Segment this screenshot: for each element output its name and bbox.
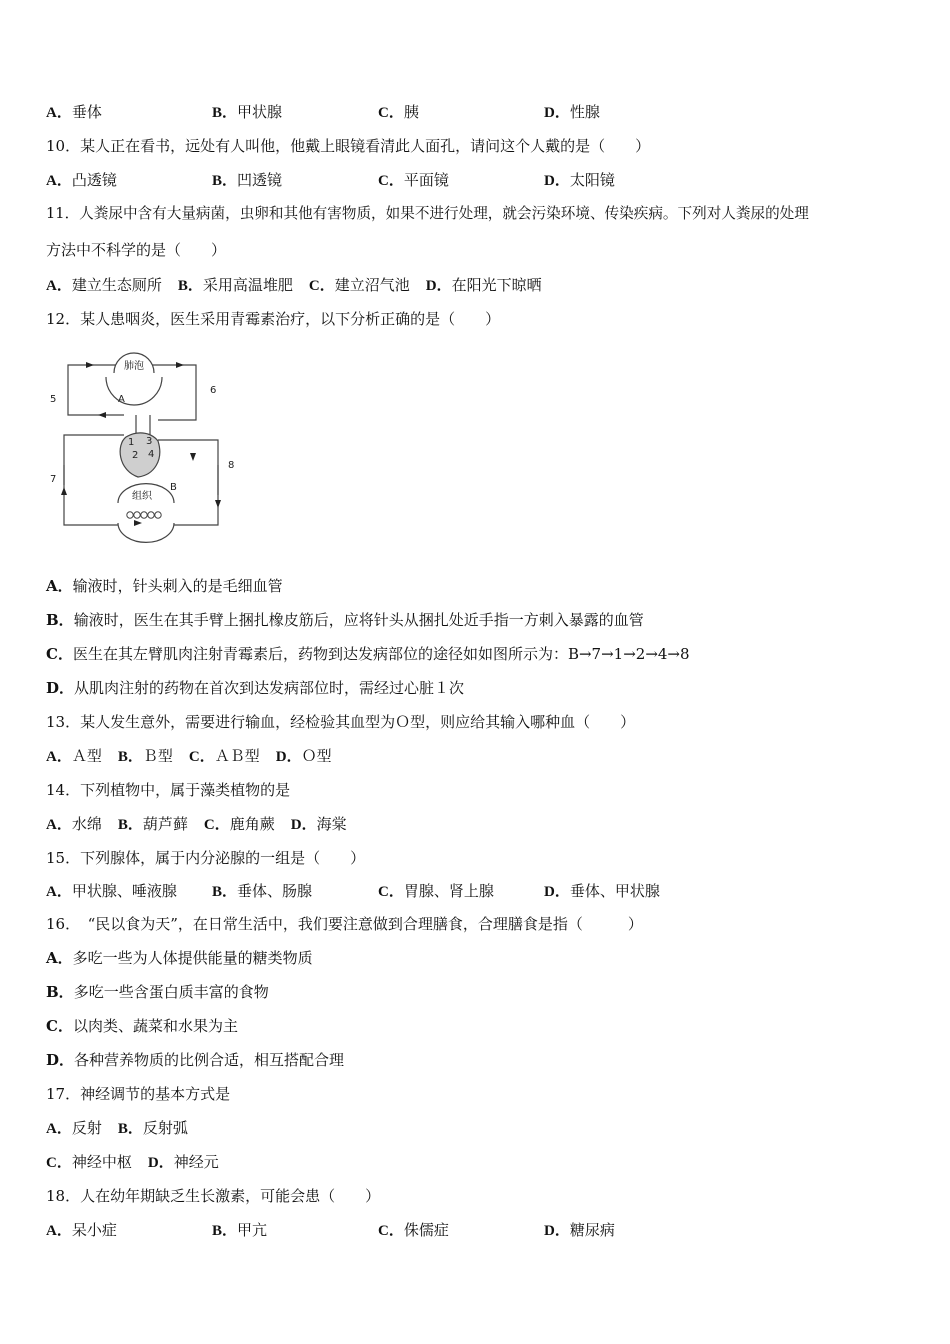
q15-option-c[interactable]: C．胃腺、肾上腺 bbox=[378, 882, 494, 900]
q16-option-c[interactable]: C．以肉类、蔬菜和水果为主 bbox=[46, 1017, 238, 1035]
q14-option-d[interactable]: D．海棠 bbox=[290, 815, 347, 833]
q10-option-a[interactable]: A．凸透镜 bbox=[46, 171, 117, 189]
q12-option-b[interactable]: B．输液时，医生在其手臂上捆扎橡皮筋后，应将针头从捆扎处近手指一方刺入暴露的血管 bbox=[46, 611, 644, 629]
q13-option-d[interactable]: D．Ｏ型 bbox=[275, 747, 332, 765]
q16-stem: 16． “民以食为天”，在日常生活中，我们要注意做到合理膳食，合理膳食是指（ ） bbox=[46, 915, 643, 933]
q13-option-a[interactable]: A．Ａ型 bbox=[46, 747, 102, 765]
q9-option-a[interactable]: A．垂体 bbox=[46, 103, 102, 121]
label-5: 5 bbox=[50, 394, 57, 405]
label-7: 7 bbox=[50, 474, 57, 485]
label-6: 6 bbox=[210, 385, 217, 396]
q16-option-a[interactable]: A．多吃一些为人体提供能量的糖类物质 bbox=[46, 949, 313, 967]
q17-option-b[interactable]: B．反射弧 bbox=[117, 1119, 188, 1137]
systemic-artery-path bbox=[158, 440, 218, 525]
q10-options bbox=[46, 170, 710, 191]
q15-option-a[interactable]: A．甲状腺、唾液腺 bbox=[46, 882, 177, 900]
label-3: 3 bbox=[146, 436, 153, 447]
pulmonary-vein-path bbox=[152, 365, 196, 420]
q9-option-d[interactable]: D．性腺 bbox=[544, 103, 600, 121]
q13-option-c[interactable]: C．ＡＢ型 bbox=[188, 747, 260, 765]
q17-stem: 17．神经调节的基本方式是 bbox=[46, 1085, 231, 1103]
q10-option-d[interactable]: D．太阳镜 bbox=[544, 171, 615, 189]
q11-stem-line2: 方法中不科学的是（ ） bbox=[46, 241, 227, 259]
circulation-diagram bbox=[46, 345, 246, 545]
q14-option-a[interactable]: A．水绵 bbox=[46, 815, 102, 833]
q10-stem: 10．某人正在看书，远处有人叫他，他戴上眼镜看清此人面孔，请问这个人戴的是（ ） bbox=[46, 137, 651, 155]
q11-option-d[interactable]: D．在阳光下晾晒 bbox=[425, 276, 542, 294]
q14-option-c[interactable]: C．鹿角蕨 bbox=[203, 815, 275, 833]
q11-option-b[interactable]: B．采用高温堆肥 bbox=[177, 276, 293, 294]
label-1: 1 bbox=[128, 437, 135, 448]
label-b: B bbox=[170, 482, 177, 493]
q18-option-b[interactable]: B．甲亢 bbox=[212, 1221, 268, 1239]
q11-stem-line1: 11．人粪尿中含有大量病菌，虫卵和其他有害物质，如果不进行处理，就会污染环境、传染疾病。下列对人粪尿的处理 bbox=[46, 205, 809, 222]
q16-option-d[interactable]: D．各种营养物质的比例合适，相互搭配合理 bbox=[46, 1051, 345, 1069]
q16-option-b[interactable]: B．多吃一些含蛋白质丰富的食物 bbox=[46, 983, 269, 1001]
q9-options bbox=[46, 102, 710, 123]
q12-stem: 12．某人患咽炎，医生采用青霉素治疗，以下分析正确的是（ ） bbox=[46, 310, 501, 328]
q9-option-b[interactable]: B．甲状腺 bbox=[212, 103, 283, 121]
systemic-vein-path bbox=[64, 435, 124, 525]
label-a: A bbox=[118, 394, 125, 405]
q18-option-a[interactable]: A．呆小症 bbox=[46, 1221, 117, 1239]
q15-options bbox=[46, 881, 660, 902]
q14-options bbox=[46, 814, 363, 835]
q18-stem: 18．人在幼年期缺乏生长激素，可能会患（ ） bbox=[46, 1187, 381, 1205]
q17-option-a[interactable]: A．反射 bbox=[46, 1119, 102, 1137]
q10-option-c[interactable]: C．平面镜 bbox=[378, 171, 449, 189]
q11-option-a[interactable]: A．建立生态厕所 bbox=[46, 276, 162, 294]
q12-option-a[interactable]: A．输液时，针头刺入的是毛细血管 bbox=[46, 577, 283, 595]
alveoli-label: 肺泡 bbox=[124, 361, 144, 372]
q15-stem: 15．下列腺体，属于内分泌腺的一组是（ ） bbox=[46, 849, 366, 867]
q18-options bbox=[46, 1220, 710, 1241]
q17-option-c[interactable]: C．神经中枢 bbox=[46, 1153, 132, 1171]
q17-options-row1 bbox=[46, 1118, 204, 1139]
q17-options-row2 bbox=[46, 1152, 235, 1173]
q14-option-b[interactable]: B．葫芦藓 bbox=[117, 815, 188, 833]
label-2: 2 bbox=[132, 450, 139, 461]
q13-options bbox=[46, 746, 348, 767]
label-4: 4 bbox=[148, 449, 155, 460]
q14-stem: 14．下列植物中，属于藻类植物的是 bbox=[46, 781, 291, 799]
q11-option-c[interactable]: C．建立沼气池 bbox=[308, 276, 410, 294]
q13-stem: 13．某人发生意外，需要进行输血，经检验其血型为Ｏ型，则应给其输入哪种血（ ） bbox=[46, 713, 636, 731]
pulmonary-artery-path bbox=[68, 365, 124, 415]
q10-option-b[interactable]: B．凹透镜 bbox=[212, 171, 283, 189]
q12-option-c[interactable]: C．医生在其左臂肌肉注射青霉素后，药物到达发病部位的途径如如图所示为：B→7→1→2→4→8 bbox=[46, 645, 690, 663]
q13-option-b[interactable]: B．Ｂ型 bbox=[117, 747, 173, 765]
q11-options bbox=[46, 275, 558, 296]
q9-option-c[interactable]: C．胰 bbox=[378, 103, 419, 121]
q15-option-d[interactable]: D．垂体、甲状腺 bbox=[544, 882, 660, 900]
q18-option-d[interactable]: D．糖尿病 bbox=[544, 1221, 615, 1239]
q17-option-d[interactable]: D．神经元 bbox=[147, 1153, 219, 1171]
tissue-label: 组织 bbox=[132, 491, 152, 502]
q15-option-b[interactable]: B．垂体、肠腺 bbox=[212, 882, 313, 900]
q12-option-d[interactable]: D．从肌肉注射的药物在首次到达发病部位时，需经过心脏１次 bbox=[46, 679, 465, 697]
q18-option-c[interactable]: C．侏儒症 bbox=[378, 1221, 449, 1239]
label-8: 8 bbox=[228, 460, 235, 471]
